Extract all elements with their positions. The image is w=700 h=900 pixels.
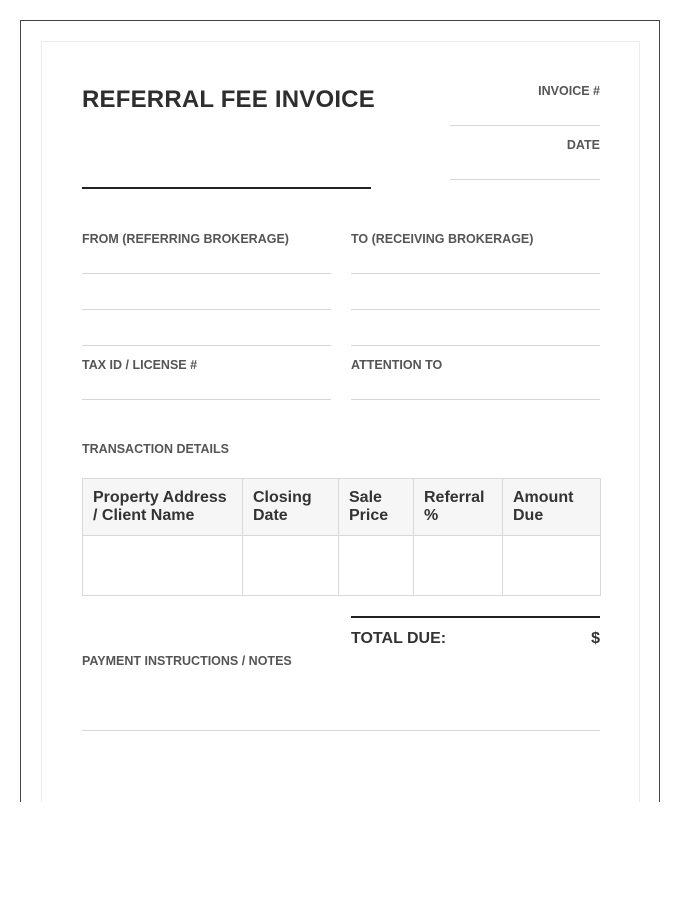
tax-id-field[interactable] <box>82 399 331 400</box>
closing-date-cell[interactable] <box>243 536 339 596</box>
date-field[interactable] <box>450 179 600 180</box>
from-field-line-3[interactable] <box>82 345 331 346</box>
transaction-header-row <box>83 479 601 536</box>
column-header-amount-due: Amount Due <box>503 479 601 536</box>
property-cell[interactable] <box>83 536 243 596</box>
to-field-line-2[interactable] <box>351 309 600 310</box>
transaction-section-label: TRANSACTION DETAILS <box>82 442 229 456</box>
title-underline <box>82 187 371 189</box>
column-header-closing-date: Closing Date <box>243 479 339 536</box>
total-rule <box>351 616 600 618</box>
attention-field[interactable] <box>351 399 600 400</box>
from-field-line-1[interactable] <box>82 273 331 274</box>
sale-price-cell[interactable] <box>339 536 414 596</box>
table-row <box>83 536 601 596</box>
invoice-number-label: INVOICE # <box>538 84 600 98</box>
to-field-line-1[interactable] <box>351 273 600 274</box>
payment-notes-label: PAYMENT INSTRUCTIONS / NOTES <box>82 654 292 668</box>
to-field-line-3[interactable] <box>351 345 600 346</box>
amount-due-cell[interactable] <box>503 536 601 596</box>
total-due-label: TOTAL DUE: <box>351 630 447 647</box>
from-label: FROM (REFERRING BROKERAGE) <box>82 232 289 246</box>
referral-percent-cell[interactable] <box>414 536 503 596</box>
invoice-sheet <box>41 41 640 802</box>
column-header-referral-percent: Referral % <box>414 479 503 536</box>
column-header-sale-price: Sale Price <box>339 479 414 536</box>
from-field-line-2[interactable] <box>82 309 331 310</box>
attention-label: ATTENTION TO <box>351 358 443 372</box>
payment-notes-field[interactable] <box>82 730 600 731</box>
invoice-number-field[interactable] <box>450 125 600 126</box>
total-due-currency: $ <box>591 630 600 647</box>
tax-id-label: TAX ID / LICENSE # <box>82 358 198 372</box>
transaction-table <box>82 478 601 596</box>
to-label: TO (RECEIVING BROKERAGE) <box>351 232 534 246</box>
date-label: DATE <box>566 138 600 152</box>
column-header-property: Property Address / Client Name <box>83 479 243 536</box>
invoice-title: REFERRAL FEE INVOICE <box>82 86 375 113</box>
